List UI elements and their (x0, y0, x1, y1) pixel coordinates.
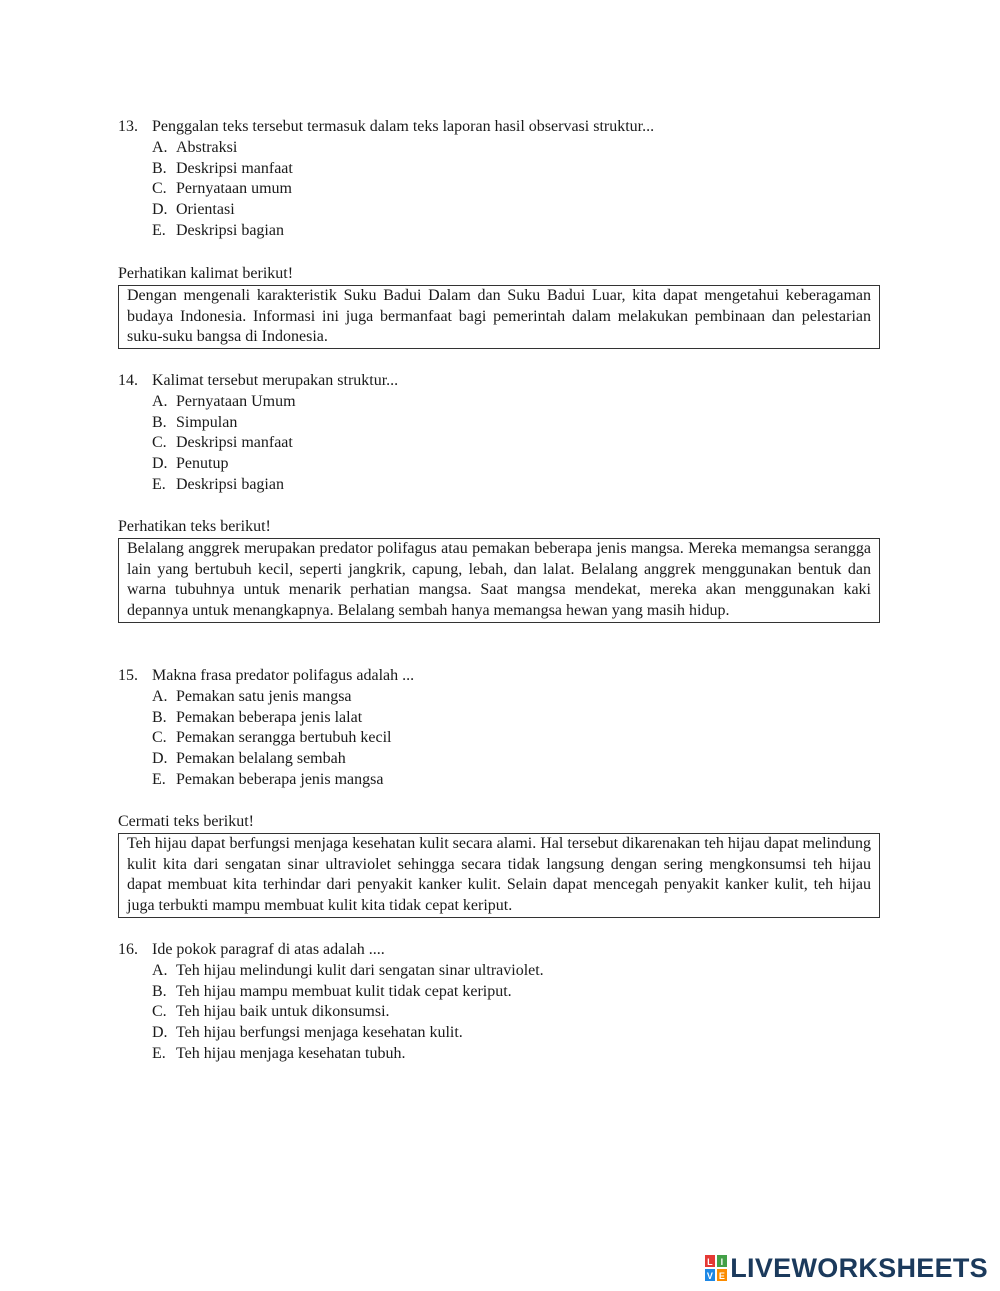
question-number: 13. (118, 118, 138, 135)
option-text: Pemakan belalang sembah (176, 750, 346, 768)
option-text: Pernyataan umum (176, 180, 292, 198)
option-b[interactable] (118, 159, 880, 180)
option-letter: A. (152, 961, 168, 979)
question-stem (118, 666, 880, 687)
option-a[interactable] (118, 961, 880, 982)
option-text: Deskripsi manfaat (176, 434, 293, 452)
option-text: Pernyataan Umum (176, 392, 296, 410)
answer-options (118, 961, 880, 1065)
option-letter: E. (152, 770, 166, 788)
option-letter: C. (152, 434, 167, 452)
passage-box: Dengan mengenali karakteristik Suku Badui Dalam dan Suku Badui Luar, kita dapat mengetahui keberagaman budaya Indonesia. Informasi ini juga bermanfaat bagi pemerintah dalam melakukan pembinaan dan pelestarian suku-suku bangsa di Indonesia. (118, 285, 880, 349)
option-letter: B. (152, 982, 167, 1000)
liveworksheets-logo-icon (705, 1255, 727, 1281)
option-text: Penutup (176, 455, 229, 473)
option-letter: A. (152, 687, 168, 705)
option-text: Abstraksi (176, 138, 238, 156)
option-text: Pemakan beberapa jenis mangsa (176, 770, 384, 788)
option-letter: D. (152, 1024, 168, 1042)
option-e[interactable] (118, 475, 880, 496)
option-e[interactable] (118, 221, 880, 242)
option-text: Pemakan beberapa jenis lalat (176, 708, 363, 726)
passage-intro: Perhatikan kalimat berikut! (118, 265, 294, 282)
option-text: Deskripsi manfaat (176, 159, 293, 177)
option-letter: E. (152, 221, 166, 239)
svg-text:V: V (707, 1271, 714, 1281)
option-a[interactable] (118, 392, 880, 413)
option-b[interactable] (118, 982, 880, 1003)
logo-text: LIVEWORKSHEETS (730, 1252, 988, 1283)
option-text: Deskripsi bagian (176, 475, 284, 493)
question-number: 15. (118, 667, 138, 684)
option-d[interactable] (118, 454, 880, 475)
option-c[interactable] (118, 728, 880, 749)
option-d[interactable] (118, 1023, 880, 1044)
option-text: Teh hijau melindungi kulit dari sengatan sinar ultraviolet. (176, 961, 544, 979)
passage-1 (118, 264, 880, 349)
question-number: 14. (118, 372, 138, 389)
option-text: Pemakan serangga bertubuh kecil (176, 729, 392, 747)
option-letter: A. (152, 138, 168, 156)
option-text: Teh hijau menjaga kesehatan tubuh. (176, 1044, 406, 1062)
option-c[interactable] (118, 1002, 880, 1023)
option-c[interactable] (118, 179, 880, 200)
option-letter: C. (152, 1003, 167, 1021)
passage-intro: Perhatikan teks berikut! (118, 518, 271, 535)
option-a[interactable] (118, 138, 880, 159)
question-15 (118, 666, 880, 791)
question-stem (118, 117, 880, 138)
liveworksheets-logo[interactable] (705, 1252, 988, 1283)
option-e[interactable] (118, 770, 880, 791)
passage-intro: Cermati teks berikut! (118, 813, 254, 830)
passage-box: Belalang anggrek merupakan predator polifagus atau pemakan beberapa jenis mangsa. Mereka memangsa serangga lain yang bertubuh kecil, seperti jangkrik, capung, lebah, dan lalat. Belalang anggrek menggunakan bentuk dan warna tubuhnya untuk menarik perhatian mangsa. Saat mangsa mendekat, mereka akan menggunakan kaki depannya untuk menangkapnya. Belalang sembah hanya memangsa hewan yang masih hidup. (118, 538, 880, 623)
option-b[interactable] (118, 708, 880, 729)
option-letter: E. (152, 1044, 166, 1062)
svg-text:I: I (720, 1257, 724, 1267)
option-text: Teh hijau berfungsi menjaga kesehatan kulit. (176, 1024, 463, 1042)
passage-3 (118, 812, 880, 918)
svg-text:L: L (707, 1257, 714, 1267)
question-text: Kalimat tersebut merupakan struktur... (152, 372, 399, 389)
question-text: Ide pokok paragraf di atas adalah .... (152, 941, 385, 958)
option-e[interactable] (118, 1044, 880, 1065)
option-letter: D. (152, 455, 168, 473)
question-number: 16. (118, 941, 138, 958)
question-stem (118, 940, 880, 961)
option-letter: C. (152, 729, 167, 747)
question-13 (118, 117, 880, 242)
option-text: Deskripsi bagian (176, 221, 284, 239)
option-letter: D. (152, 750, 168, 768)
option-letter: B. (152, 413, 167, 431)
answer-options (118, 392, 880, 496)
answer-options (118, 138, 880, 242)
option-letter: B. (152, 159, 167, 177)
option-b[interactable] (118, 413, 880, 434)
svg-text:E: E (719, 1271, 726, 1281)
option-letter: C. (152, 180, 167, 198)
question-text: Penggalan teks tersebut termasuk dalam teks laporan hasil observasi struktur... (152, 118, 655, 135)
option-text: Teh hijau mampu membuat kulit tidak cepat keriput. (176, 982, 512, 1000)
option-text: Simpulan (176, 413, 238, 431)
option-letter: E. (152, 475, 166, 493)
option-text: Teh hijau baik untuk dikonsumsi. (176, 1003, 390, 1021)
option-a[interactable] (118, 687, 880, 708)
answer-options (118, 687, 880, 791)
option-text: Pemakan satu jenis mangsa (176, 687, 352, 705)
question-16 (118, 940, 880, 1065)
question-stem (118, 371, 880, 392)
passage-box: Teh hijau dapat berfungsi menjaga kesehatan kulit secara alami. Hal tersebut dikarenakan teh hijau dapat melindung kulit kita dari sengatan sinar ultraviolet sehingga secara tidak langsung dengan sering mengkonsumsi teh hijau dapat membuat kita terhindar dari penyakit kanker kulit. Selain dapat mencegah penyakit kanker kulit, teh hijau juga terbukti mampu membuat kulit kita tidak cepat keriput. (118, 833, 880, 918)
option-letter: B. (152, 708, 167, 726)
option-d[interactable] (118, 749, 880, 770)
question-14 (118, 371, 880, 496)
question-text: Makna frasa predator polifagus adalah ... (152, 667, 415, 684)
passage-2 (118, 517, 880, 623)
option-letter: A. (152, 392, 168, 410)
option-d[interactable] (118, 200, 880, 221)
option-c[interactable] (118, 433, 880, 454)
option-text: Orientasi (176, 201, 235, 219)
option-letter: D. (152, 201, 168, 219)
